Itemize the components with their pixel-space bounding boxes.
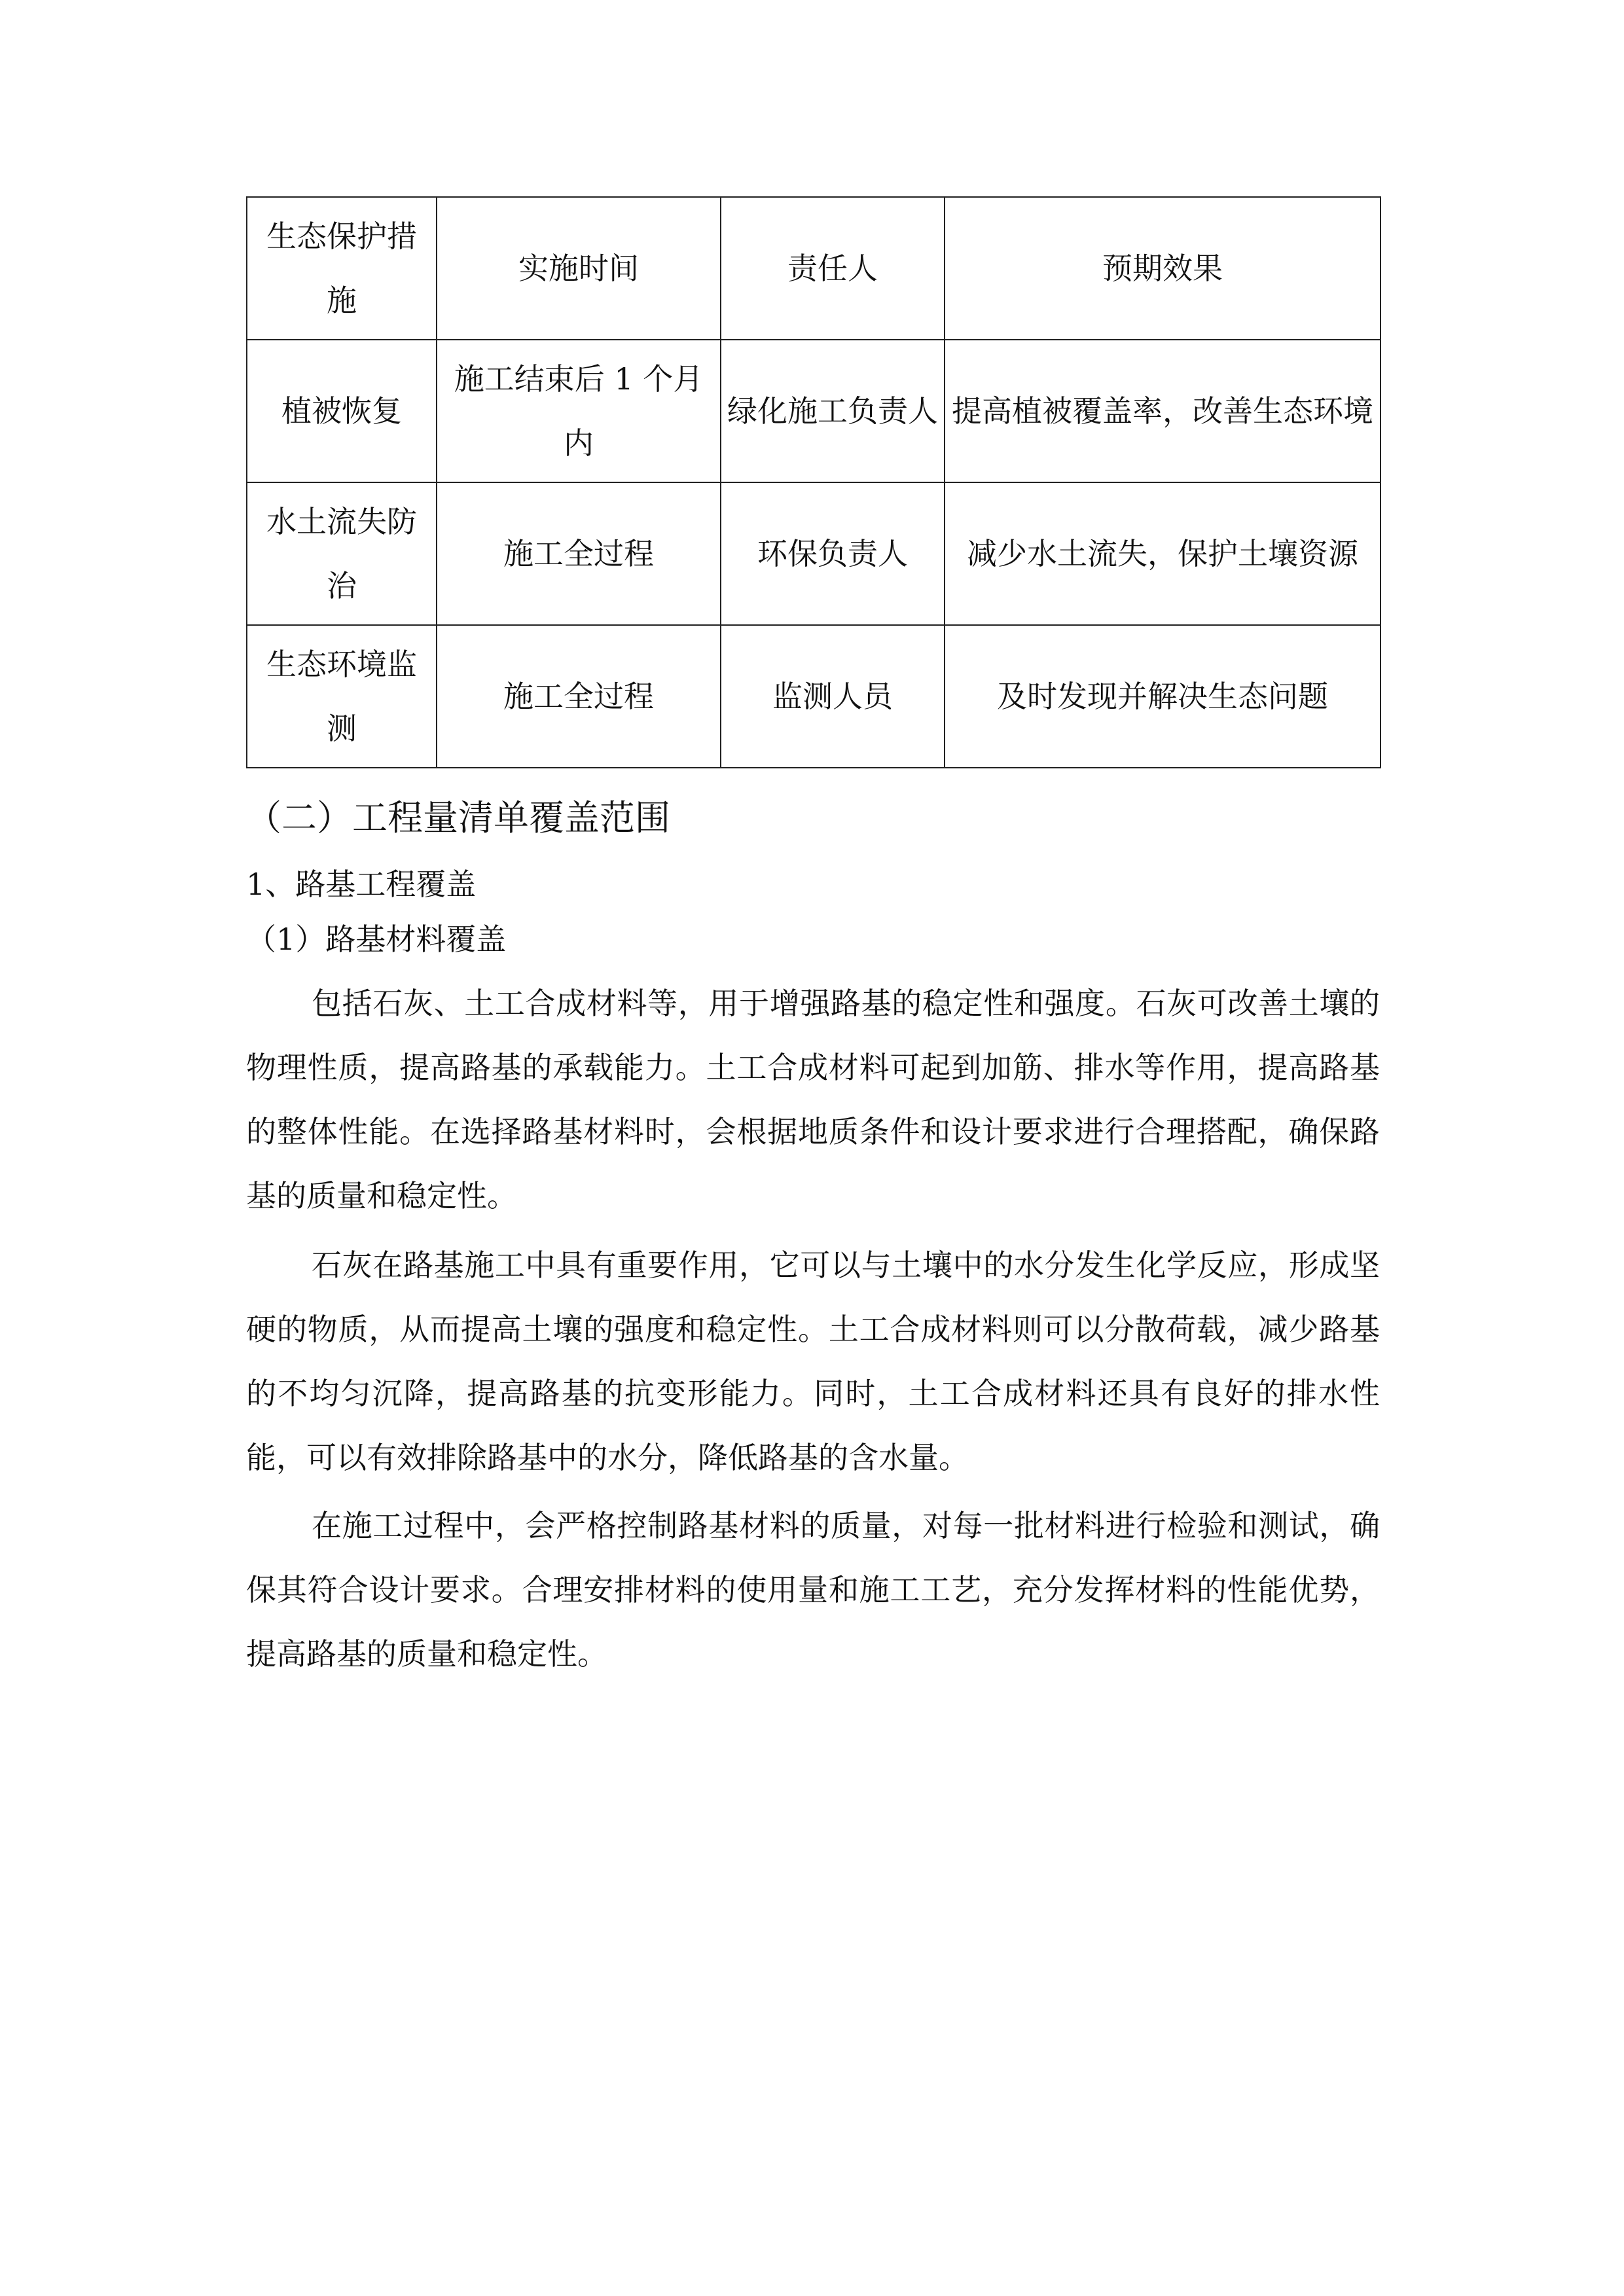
table-header-row [247,197,1380,340]
table-cell: 水土流失防治 [247,482,437,625]
item-title: （1）路基材料覆盖 [246,922,507,957]
ecological-protection-table [246,196,1381,768]
table-cell: 绿化施工负责人 [721,340,945,482]
table-cell: 施工结束后 1 个月内 [437,340,721,482]
table-cell: 环保负责人 [721,482,945,625]
body-paragraph: 在施工过程中，会严格控制路基材料的质量，对每一批材料进行检验和测试，确保其符合设计要求。合理安排材料的使用量和施工工艺，充分发挥材料的性能优势，提高路基的质量和稳定性。 [246,1508,1380,1672]
table-row [247,482,1380,625]
table-cell: 提高植被覆盖率，改善生态环境 [945,340,1380,482]
table-row [247,625,1380,768]
table-cell: 生态环境监测 [247,625,437,768]
body-paragraph: 石灰在路基施工中具有重要作用，它可以与土壤中的水分发生化学反应，形成坚硬的物质，从而提高土壤的强度和稳定性。土工合成材料则可以分散荷载，减少路基的不均匀沉降，提高路基的抗变形能力。同时，土工合成材料还具有良好的排水性能，可以有效排除路基中的水分，降低路基的含水量。 [246,1247,1380,1475]
header-cell-measure: 生态保护措施 [247,197,437,340]
table-cell: 施工全过程 [437,625,721,768]
section-title: （二）工程量清单覆盖范围 [246,797,670,838]
table-cell: 监测人员 [721,625,945,768]
table-row [247,340,1380,482]
header-cell-owner: 责任人 [721,197,945,340]
table-cell: 减少水土流失，保护土壤资源 [945,482,1380,625]
body-paragraph: 包括石灰、土工合成材料等，用于增强路基的稳定性和强度。石灰可改善土壤的物理性质，提高路基的承载能力。土工合成材料可起到加筋、排水等作用，提高路基的整体性能。在选择路基材料时，会根据地质条件和设计要求进行合理搭配，确保路基的质量和稳定性。 [246,986,1380,1213]
table-cell: 植被恢复 [247,340,437,482]
table-cell: 施工全过程 [437,482,721,625]
subsection-title: 1、路基工程覆盖 [246,867,477,902]
table-cell: 及时发现并解决生态问题 [945,625,1380,768]
header-cell-effect: 预期效果 [945,197,1380,340]
header-cell-time: 实施时间 [437,197,721,340]
